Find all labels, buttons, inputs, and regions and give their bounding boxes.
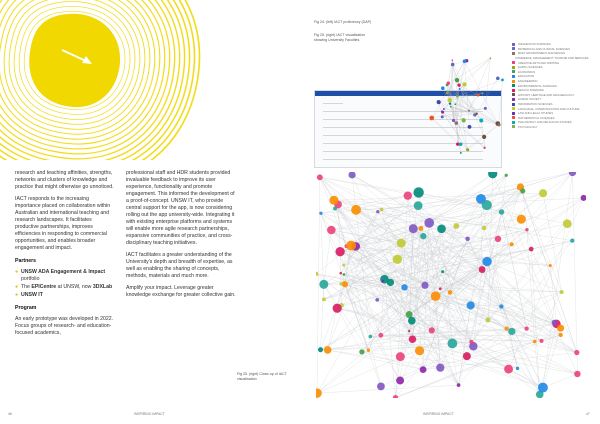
legend-swatch [512,61,515,64]
legend-label: PSYCHOLOGY [518,124,538,129]
network-node [499,304,503,308]
network-node [437,224,446,233]
legend-label: ENVIRONMENTAL SCIENCES [518,83,557,88]
legend-label: BUILT ENVIRONMENT AND DESIGN [518,51,566,56]
network-node [333,304,342,313]
network-node [569,172,576,176]
list-item: ● The EPICentre at UNSW, now 3DXLab [15,284,113,290]
network-node [441,270,444,273]
legend-label: ECONOMICS [518,69,536,74]
network-edge [488,175,506,320]
network-node [456,95,459,98]
network-node [549,264,552,267]
partners-heading: Partners [15,258,37,264]
network-node [447,81,450,84]
network-edge [458,84,465,144]
network-node [499,209,504,214]
running-title: INSPIRING IMPACT [423,412,454,416]
right-column [126,170,236,304]
network-node [459,142,462,145]
legend-swatch [512,52,515,55]
network-node [401,284,407,290]
network-node [339,282,342,285]
legend-swatch [512,112,515,115]
network-node [570,238,574,242]
network-node [479,119,483,123]
network-edge [442,111,485,147]
network-edge [444,109,469,111]
network-node [409,224,418,233]
page-number: 47 [586,412,590,416]
network-node [462,118,466,122]
paragraph: Amplify your impact. Leverage greater knowledge exchange for greater collective gain. [126,285,236,298]
network-node [447,339,457,349]
network-node [477,93,480,96]
network-edge [344,265,381,335]
network-node [463,59,467,63]
network-node [454,103,456,105]
legend-swatch [512,107,515,110]
network-node [413,187,423,197]
network-edge [499,80,502,125]
network-node [482,135,486,139]
network-node [508,328,515,335]
network-edge [520,187,561,292]
network-node [484,107,487,110]
network-node [459,88,461,90]
contour-graphic [0,0,230,160]
legend-swatch [512,43,515,46]
legend-item [512,56,589,61]
network-node [333,207,337,211]
legend-label: INDIGENOUS SCIENCES [518,42,551,47]
network-node [524,326,528,330]
network-edge [487,262,550,266]
network-node [446,91,449,94]
network-node [540,339,544,343]
paragraph: professional staff and HDR students provided invaluable feedback to improve its user experience, functionality and promote engagement. This informed the development of a proof-of-concept. UNSW IT, who provide central support for the app, is now considering rolling out the app university-wide. Integrating it with existing enterprise platforms and systems will enable more agile research partnerships, expansive communities of practice, and cross-disciplinary teaching initiatives. [126,170,235,246]
network-node [467,301,475,309]
network-node [490,57,492,59]
network-node [429,116,434,121]
network-node [501,79,504,82]
network-node [431,291,441,301]
network-node [505,174,508,177]
network-node [339,272,342,275]
network-node [319,280,328,289]
network-node [496,77,500,81]
network-node [380,208,384,212]
network-node [451,59,453,61]
legend-swatch [512,80,515,83]
network-edge [340,252,577,374]
legend-swatch [512,93,515,96]
legend-swatch [512,66,515,69]
list-item: ● UNSW ADA Engagement & Impact portfolio [15,269,106,282]
legend-label: MATHEMATICAL SCIENCES [518,115,555,120]
legend-swatch [512,47,515,50]
list-item: ● UNSW IT [15,292,43,298]
legend-item [512,120,582,125]
small-network [420,45,510,155]
network-node [342,264,345,267]
left-column [15,170,115,342]
legend-label: CREATIVE ARTS AND WRITING [518,60,560,65]
network-edge [453,61,465,64]
legend-swatch [512,84,515,87]
network-node [498,123,501,126]
paragraph: IACT facilitates a greater understanding of the University's depth and breadth of expertise, as well as enabling the sharing of concepts, methods, materials and much more. [126,252,233,279]
legend-swatch [512,89,515,92]
legend-label: HISTORY, HERITAGE AND ARCHAEOLOGY [518,92,575,97]
network-node [378,333,383,338]
network-node [482,92,484,94]
network-node [342,281,348,287]
program-heading: Program [15,305,37,311]
network-node [457,84,460,87]
network-node [439,287,442,290]
network-node [335,247,344,256]
network-node [441,115,444,118]
network-node [557,325,564,332]
network-edge [390,187,520,282]
network-edge [421,228,557,323]
network-node [488,172,497,178]
legend-swatch [512,121,515,124]
yellow-blob [29,14,120,107]
network-node [468,125,472,129]
network-node [482,257,491,266]
legend-label: ENGINEERING [518,79,538,84]
network-edge [443,172,573,271]
network-edge [493,174,561,335]
network-node [450,106,452,108]
legend-label: LAW AND LEGAL STUDIES [518,111,554,116]
figure-caption: Fig 25. (right) Close-up of IACT visualisation [237,372,287,381]
network-node [329,196,338,205]
legend-label: HUMAN SOCIETY [518,97,542,102]
network-edge [351,187,520,245]
network-edge [328,350,423,370]
legend-label: INFORMATION SCIENCES [518,102,553,107]
network-node [485,318,490,323]
network-node [437,100,441,104]
network-edge [481,121,484,148]
network-node [359,349,364,354]
page-number: 46 [8,412,12,416]
network-node [456,142,459,145]
network-edge [448,83,461,153]
network-node [327,226,336,235]
legend-label: BIOMEDICAL AND CLINICAL SCIENCES [518,46,571,51]
faculty-legend [512,42,589,129]
network-node [552,320,557,325]
network-node [465,237,469,241]
network-node [367,349,370,352]
network-node [317,174,323,180]
legend-swatch [512,98,515,101]
network-node [382,280,385,283]
network-edge [384,279,452,343]
network-node [463,352,471,360]
network-node [510,242,514,246]
network-node [533,340,537,344]
network-node [420,233,426,239]
network-node [479,266,486,273]
network-node [520,188,525,193]
network-edge [321,284,324,349]
network-edge [324,249,531,284]
paragraph: An early prototype was developed in 2022. Focus groups of research- and education-focused academics, [15,316,114,336]
network-node [324,346,332,354]
network-node [466,148,469,151]
network-node [452,119,455,122]
network-edge [341,284,440,368]
network-edge [543,328,561,387]
network-node [319,212,322,215]
running-title: INSPIRING IMPACT [134,412,165,416]
network-node [322,298,326,302]
network-edge [423,353,577,370]
legend-label: HEALTH SCIENCES [518,88,544,93]
network-node [451,63,455,67]
network-edge [412,339,542,387]
network-edge [442,114,476,117]
network-edge [453,65,468,150]
network-edge [543,193,562,292]
network-node [473,113,476,116]
network-node [424,218,434,228]
network-node [421,282,428,289]
network-node [449,103,451,105]
network-node [563,219,572,228]
paragraph: IACT responds to the increasing importance placed on collaboration within Australian and international teaching and research landscapes. It facilitates productive partnerships, improves efficiencies in responding to commercial opportunities, and enables broader engagement and impact. [15,196,111,251]
network-node [429,327,435,333]
network-node [420,366,427,373]
network-node [415,346,424,355]
network-closeup [316,172,586,398]
legend-swatch [512,116,515,119]
network-node [408,317,416,325]
network-edge [467,212,502,356]
network-node [529,247,534,252]
figure-caption: Fig 25. (right) IACT visualisation showing University Faculties [314,33,366,42]
network-edge [381,335,543,387]
network-node [574,350,579,355]
network-node [457,383,461,387]
network-node [346,241,356,251]
network-node [559,333,563,337]
network-node [525,228,528,231]
network-node [349,172,356,178]
network-node [468,110,470,112]
figure-caption: Fig 24. (left) IACT proficiency (DAP) [314,20,372,24]
legend-label: PHILOSOPHY AND RELIGIOUS STUDIES [518,120,572,125]
network-node [351,205,361,215]
network-node [396,352,405,361]
legend-swatch [512,75,515,78]
network-node [453,223,459,229]
network-edge [485,58,490,108]
network-node [469,340,473,344]
legend-label: LANGUAGE, COMMUNICATION AND CULTURE [518,106,580,111]
network-edge [321,213,423,369]
network-edge [523,191,527,230]
network-edge [443,88,498,123]
network-edge [477,78,498,113]
network-edge [469,58,490,110]
legend-label: COMMERCE, MANAGEMENT, TOURISM AND SERVICES [515,56,589,61]
network-node [318,347,323,352]
network-node [462,82,466,86]
network-node [343,273,346,276]
network-edge [459,85,478,95]
network-node [539,189,547,197]
network-edge [412,321,518,369]
legend-label: EDUCATION [518,74,535,79]
network-node [375,298,379,302]
network-node [504,327,508,331]
legend-swatch [512,125,515,128]
network-node [387,279,394,286]
network-node [409,335,417,343]
network-node [516,367,519,370]
network-edge [468,137,484,150]
network-edge [488,198,584,320]
network-node [448,290,453,295]
network-node [441,86,445,90]
network-edge [409,229,441,315]
network-node [443,108,445,110]
network-node [441,111,444,114]
partners-list [15,269,115,299]
network-edge [509,198,584,369]
network-edge [432,330,459,385]
network-node [376,210,379,213]
legend-item [512,93,582,98]
network-node [369,335,373,339]
network-node [538,383,548,393]
network-node [581,195,586,201]
network-node [483,147,485,149]
legend-label: EARTH SCIENCES [518,65,543,70]
network-node [404,191,412,199]
network-node [517,215,526,224]
legend-swatch [512,70,515,73]
network-edge [317,385,459,393]
network-node [377,382,385,390]
network-node [448,98,452,102]
network-node [482,226,487,231]
legend-item [512,106,582,111]
network-node [393,255,402,264]
network-node [396,377,404,385]
paragraph: research and teaching affinities, strengths, networks and clusters of knowledge and practice that might otherwise go unnoticed. [15,170,114,190]
network-edge [465,61,498,123]
network-node [455,78,459,82]
network-node [560,290,564,294]
network-node [482,200,492,210]
network-edge [452,60,474,115]
network-node [408,330,410,332]
network-node [460,152,462,154]
network-edge [457,61,466,97]
network-node [495,236,501,242]
network-edge [543,374,578,388]
network-node [504,365,513,374]
network-edge [484,124,498,137]
network-node [455,121,459,125]
network-node [436,364,444,372]
network-edge [444,84,465,109]
legend-item [512,125,582,130]
network-node [418,226,423,231]
network-node [414,201,423,210]
network-node [574,371,580,377]
network-node [397,239,406,248]
legend-swatch [512,103,515,106]
network-edge [543,172,573,387]
